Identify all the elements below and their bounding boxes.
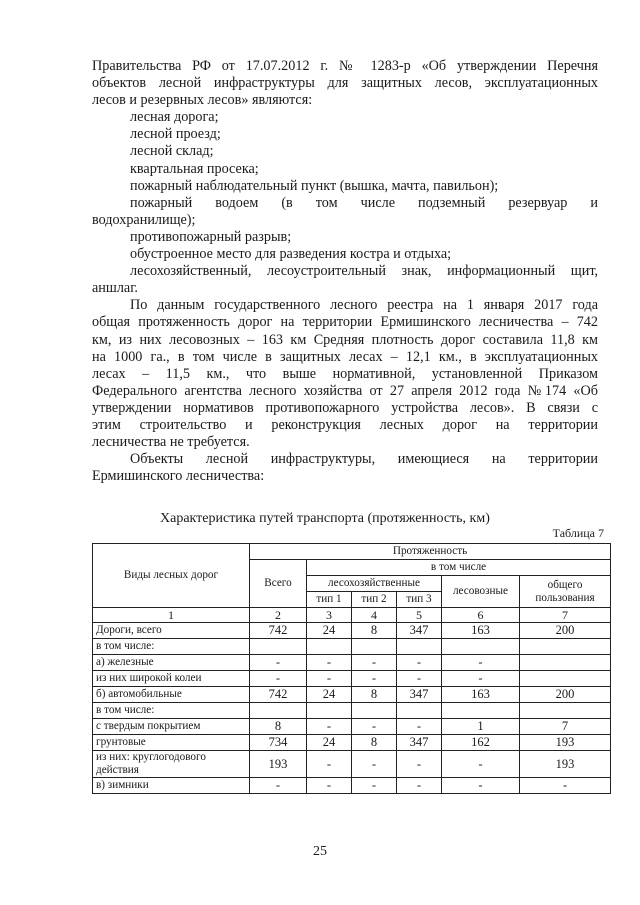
table-cell: - xyxy=(397,719,442,735)
list-item: аншлаг. xyxy=(92,280,138,297)
row-label: Дороги, всего xyxy=(93,623,250,639)
text-line: лесах – 11,5 км., что выше нормативной, установленной Приказом xyxy=(92,365,598,382)
row-label: в том числе: xyxy=(93,703,250,719)
table-cell: - xyxy=(397,655,442,671)
table-cell xyxy=(442,639,520,655)
header-type2: тип 2 xyxy=(352,592,397,608)
table-row xyxy=(93,778,611,794)
header-public: общего пользования xyxy=(520,576,611,608)
table-cell: - xyxy=(352,671,397,687)
table-cell: 24 xyxy=(307,687,352,703)
table-cell: 193 xyxy=(520,751,611,778)
table-cell xyxy=(397,703,442,719)
table-cell xyxy=(520,671,611,687)
text-line: По данным государственного лесного реестра на 1 января 2017 года xyxy=(130,297,598,314)
table-cell: 163 xyxy=(442,623,520,639)
table-row xyxy=(93,639,611,655)
row-label: а) железные xyxy=(93,655,250,671)
text-line: этим строительство и реконструкция лесных дорог на территории xyxy=(92,416,598,433)
table-cell: - xyxy=(397,671,442,687)
table-row xyxy=(93,751,611,778)
text-line: общая протяженность дорог на территории Ермишинского лесничества – 742 xyxy=(92,314,598,331)
table-cell xyxy=(307,639,352,655)
text-line: км, из них лесовозных – 163 км Средняя плотность дорог составила 11,8 км xyxy=(92,331,598,348)
table-cell: - xyxy=(352,655,397,671)
header-forestry: лесохозяйственные xyxy=(307,576,442,592)
text-line: объектов лесной инфраструктуры для защитных лесов, эксплуатационных xyxy=(92,75,598,92)
table-cell: - xyxy=(307,655,352,671)
text-line: Правительства РФ от 17.07.2012 г. № 1283-р «Об утверждении Перечня xyxy=(92,58,598,74)
text-line: утверждении нормативов противопожарного устройства лесов». В связи с xyxy=(92,399,598,416)
table-cell: 8 xyxy=(250,719,307,735)
list-item: водохранилище); xyxy=(92,211,196,228)
column-number: 4 xyxy=(352,608,397,623)
table-cell: 742 xyxy=(250,687,307,703)
table-cell xyxy=(442,703,520,719)
table-cell: - xyxy=(442,778,520,794)
column-number: 3 xyxy=(307,608,352,623)
table-cell: 8 xyxy=(352,735,397,751)
table-cell: - xyxy=(250,671,307,687)
table-cell xyxy=(397,639,442,655)
table-cell: 347 xyxy=(397,735,442,751)
table-cell: 24 xyxy=(307,735,352,751)
table-row xyxy=(93,703,611,719)
text-line: Ермишинского лесничества: xyxy=(92,468,265,485)
header-type1: тип 1 xyxy=(307,592,352,608)
table-cell: - xyxy=(397,778,442,794)
table-cell: 8 xyxy=(352,687,397,703)
text-line: Федерального агентства лесного хозяйства от 27 апреля 2012 года №174 «Об xyxy=(92,382,598,399)
text-line: Объекты лесной инфраструктуры, имеющиеся на территории xyxy=(130,451,598,468)
table-cell: 734 xyxy=(250,735,307,751)
column-number-row xyxy=(93,608,611,623)
table-cell: 200 xyxy=(520,623,611,639)
header-logging: лесовозные xyxy=(442,576,520,608)
table-cell: 1 xyxy=(442,719,520,735)
table-cell: - xyxy=(250,778,307,794)
column-number: 7 xyxy=(520,608,611,623)
table-row xyxy=(93,671,611,687)
list-item: квартальная просека; xyxy=(130,160,259,177)
header-total: Всего xyxy=(250,560,307,608)
header-including: в том числе xyxy=(307,560,611,576)
table-row xyxy=(93,687,611,703)
table-cell: 193 xyxy=(520,735,611,751)
header-length: Протяженность xyxy=(250,544,611,560)
row-label: из них широкой колеи xyxy=(93,671,250,687)
row-label: грунтовые xyxy=(93,735,250,751)
table-cell: - xyxy=(520,778,611,794)
text-line: лесничества не требуется. xyxy=(92,434,250,451)
table-cell: - xyxy=(442,655,520,671)
table-cell xyxy=(520,639,611,655)
table-cell xyxy=(307,703,352,719)
body-text xyxy=(92,58,598,485)
table-cell: 24 xyxy=(307,623,352,639)
table-row xyxy=(93,719,611,735)
table-cell: 742 xyxy=(250,623,307,639)
table-cell: 200 xyxy=(520,687,611,703)
table-cell: - xyxy=(307,719,352,735)
table-number: Таблица 7 xyxy=(552,526,604,540)
list-item: лесная дорога; xyxy=(130,109,219,126)
text-line: на 1000 га., в том числе в защитных лесах – 12,1 км., в эксплуатационных xyxy=(92,348,598,365)
table-cell: 193 xyxy=(250,751,307,778)
table-cell xyxy=(250,639,307,655)
table-cell: 347 xyxy=(397,623,442,639)
transport-table xyxy=(92,543,611,794)
table-cell: - xyxy=(352,719,397,735)
row-label: из них: круглогодового действия xyxy=(93,751,250,778)
table-cell: - xyxy=(352,778,397,794)
table-cell: - xyxy=(307,671,352,687)
text-line: лесов и резервных лесов» являются: xyxy=(92,92,313,109)
table-cell: 8 xyxy=(352,623,397,639)
table-row xyxy=(93,735,611,751)
table-cell: 162 xyxy=(442,735,520,751)
page-number: 25 xyxy=(313,844,327,859)
row-label: с твердым покрытием xyxy=(93,719,250,735)
column-number: 6 xyxy=(442,608,520,623)
header-road-types: Виды лесных дорог xyxy=(93,544,250,608)
table-cell: - xyxy=(397,751,442,778)
row-label: б) автомобильные xyxy=(93,687,250,703)
table-cell: 163 xyxy=(442,687,520,703)
list-item: противопожарный разрыв; xyxy=(130,228,292,245)
table-cell: 347 xyxy=(397,687,442,703)
header-type3: тип 3 xyxy=(397,592,442,608)
table-cell: - xyxy=(442,671,520,687)
row-label: в) зимники xyxy=(93,778,250,794)
row-label: в том числе: xyxy=(93,639,250,655)
table-cell: - xyxy=(250,655,307,671)
table-cell xyxy=(352,639,397,655)
list-item: пожарный водоем (в том числе подземный резервуар и xyxy=(130,194,598,211)
table-cell xyxy=(520,703,611,719)
table-cell: - xyxy=(442,751,520,778)
table-caption: Характеристика путей транспорта (протяженность, км) xyxy=(160,511,490,526)
table-cell xyxy=(352,703,397,719)
table-row xyxy=(93,623,611,639)
list-item: лесной склад; xyxy=(130,143,214,160)
table-cell: - xyxy=(307,751,352,778)
list-item: обустроенное место для разведения костра и отдыха; xyxy=(130,246,452,263)
table-cell xyxy=(520,655,611,671)
table-row xyxy=(93,655,611,671)
list-item: лесохозяйственный, лесоустроительный знак, информационный щит, xyxy=(130,263,598,280)
table-cell xyxy=(250,703,307,719)
list-item: пожарный наблюдательный пункт (вышка, мачта, павильон); xyxy=(130,177,499,194)
table-body xyxy=(93,623,611,794)
column-number: 1 xyxy=(93,608,250,623)
column-number: 5 xyxy=(397,608,442,623)
list-item: лесной проезд; xyxy=(130,126,221,143)
table-cell: 7 xyxy=(520,719,611,735)
table-cell: - xyxy=(307,778,352,794)
table-cell: - xyxy=(352,751,397,778)
column-number: 2 xyxy=(250,608,307,623)
